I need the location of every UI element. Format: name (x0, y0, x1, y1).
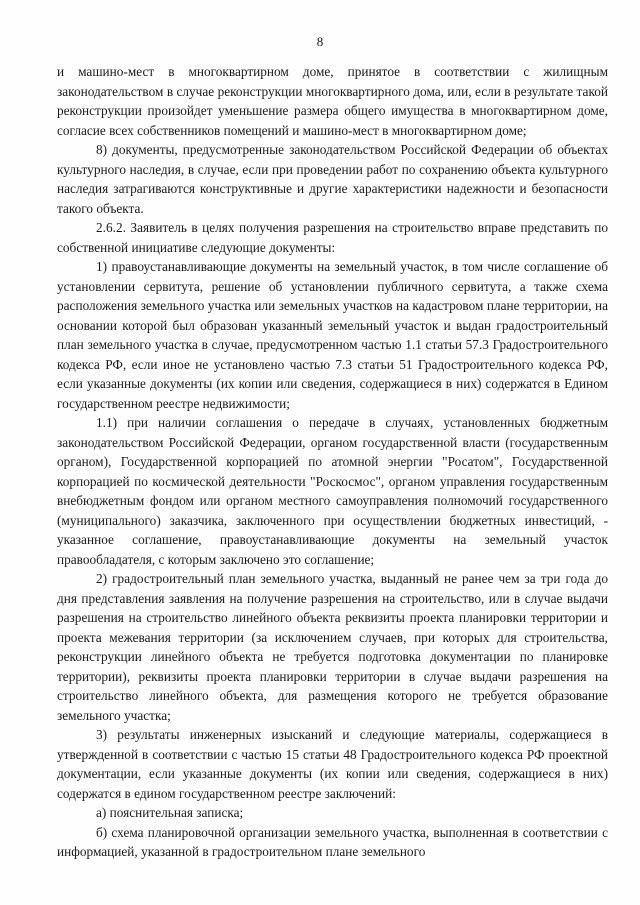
document-body (57, 62, 608, 862)
paragraph-item-b: б) схема планировочной организации земельного участка, выполненная в соответствии с информацией, указанной в градостроительном плане земельного (57, 824, 608, 859)
paragraph-item-2: 2) градостроительный план земельного участка, выданный не ранее чем за три года до дня представления заявления на получение разрешения на строительство, или в случае выдачи разрешения на строительство линейного объекта реквизиты проекта планировки территории и проекта межевания территории (за исключением случаев, при которых для строительства, реконструкции линейного объекта не требуется подготовка документации по планировке территории), реквизиты проекта планировки территории в случае выдачи разрешения на строительство линейного объекта, для размещения которого не требуется образование земельного участка; (57, 571, 608, 723)
paragraph-item-1: 1) правоустанавливающие документы на земельный участок, в том числе соглашение об установлении сервитута, решение об установлении публичного сервитута, а также схема расположения земельного участка или земельных участков на кадастровом плане территории, на основании которой был образован указанный земельный участок и выдан градостроительный план земельного участка в случае, предусмотренном частью 1.1 статьи 57.3 Градостроительного кодекса РФ, если иное не установлено частью 7.3 статьи 51 Градостроительного кодекса РФ, если указанные документы (их копии или сведения, содержащиеся в них) содержатся в Едином государственном реестре недвижимости; (57, 259, 608, 411)
paragraph-item-8: 8) документы, предусмотренные законодательством Российской Федерации об объектах культурного наследия, в случае, если при проведении работ по сохранению объекта культурного наследия затрагиваются конструктивные и другие характеристики надежности и безопасности такого объекта. (57, 142, 608, 216)
paragraph-section-2-6-2: 2.6.2. Заявитель в целях получения разрешения на строительство вправе представить по собственной инициативе следующие документы: (57, 220, 608, 255)
paragraph-item-a: а) пояснительная записка; (96, 805, 244, 820)
paragraph-item-1-1: 1.1) при наличии соглашения о передаче в случаях, установленных бюджетным законодательством Российской Федерации, органом государственной власти (государственным органом), Государственной корпорацией по атомной энергии "Росатом", Государственной корпорацией по космической деятельности "Роскосмос", органом управления государственным внебюджетным фондом или органом местного самоуправления полномочий государственного (муниципального) заказчика, заключенного при осуществлении бюджетных инвестиций, - указанное соглашение, правоустанавливающие документы на земельный участок правообладателя, с которым заключено это соглашение; (57, 415, 608, 567)
page-number: 8 (316, 34, 324, 49)
paragraph-item-3: 3) результаты инженерных изысканий и следующие материалы, содержащиеся в утвержденной в соответствии с частью 15 статьи 48 Градостроительного кодекса РФ проектной документации, если указанные документы (их копии или сведения, содержащиеся в них) содержатся в едином государственном реестре заключений: (57, 727, 608, 801)
paragraph-continuation: и машино-мест в многоквартирном доме, принятое в соответствии с жилищным законодательством в случае реконструкции многоквартирного дома, или, если в результате такой реконструкции произойдет уменьшение размера общего имущества в многоквартирном доме, согласие всех собственников помещений и машино-мест в многоквартирном доме; (57, 64, 608, 138)
